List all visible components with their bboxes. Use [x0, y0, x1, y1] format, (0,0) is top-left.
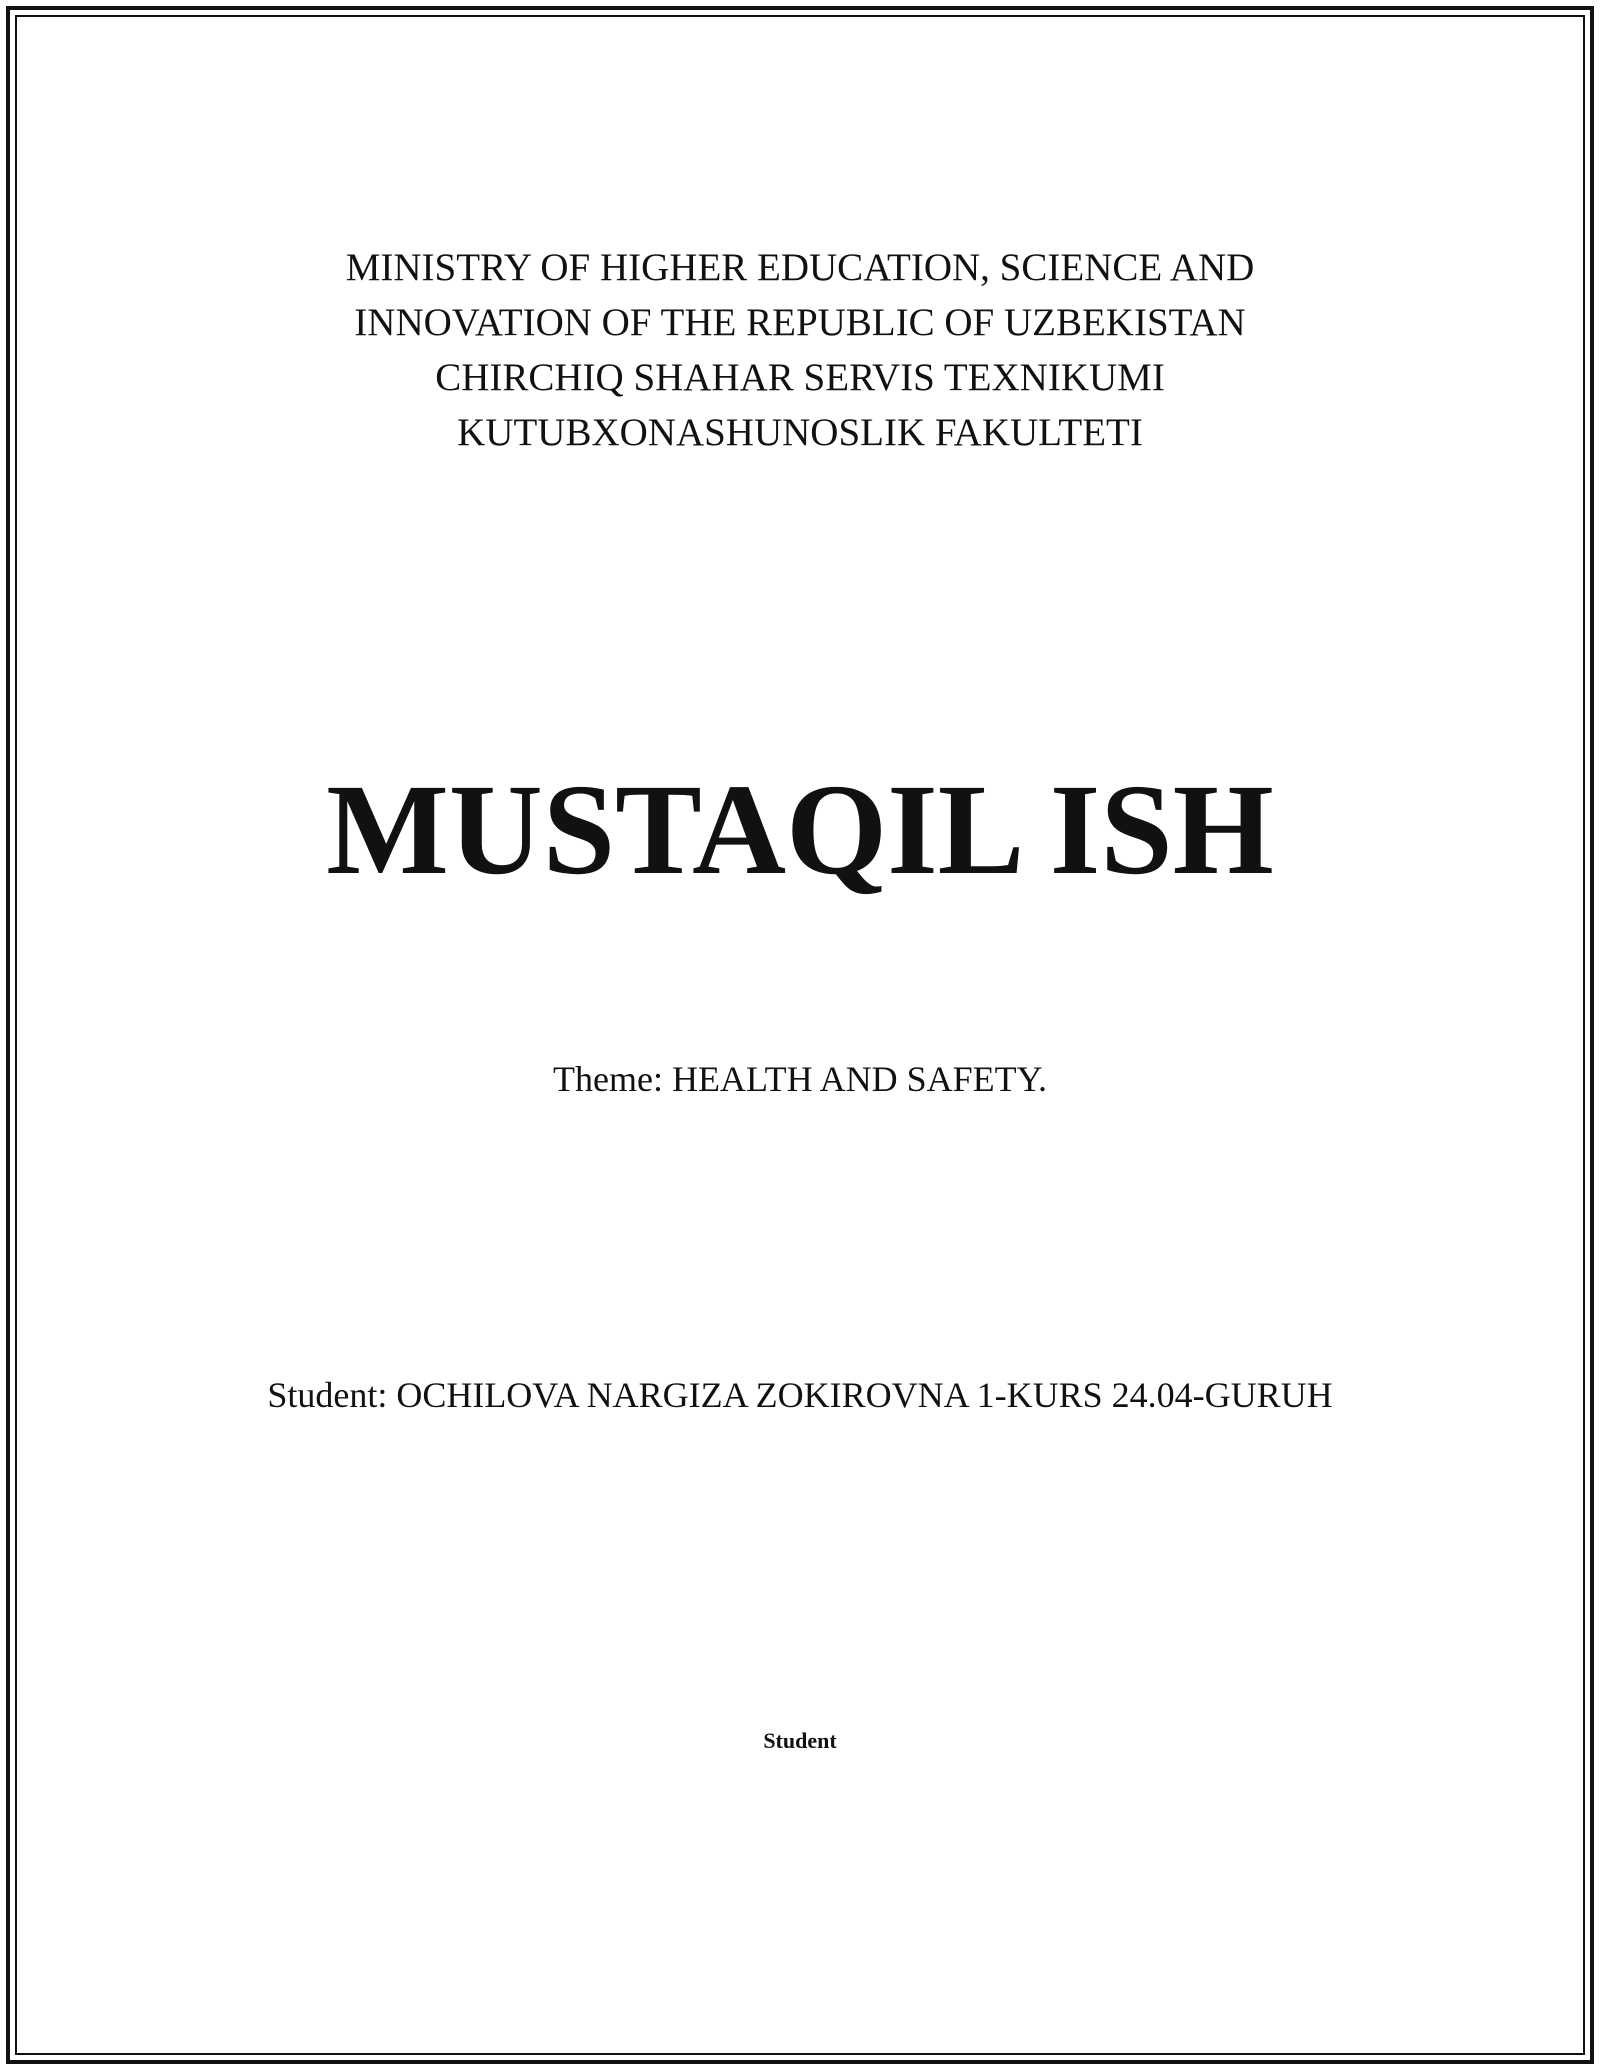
- theme-line: Theme: HEALTH AND SAFETY.: [553, 1059, 1047, 1099]
- student-label: Student: [763, 1728, 837, 1753]
- header-line-1: MINISTRY OF HIGHER EDUCATION, SCIENCE AND: [345, 246, 1255, 289]
- student-info: Student: OCHILOVA NARGIZA ZOKIROVNA 1-KURS 24.04-GURUH: [267, 1375, 1333, 1415]
- header-line-2: INNOVATION OF THE REPUBLIC OF UZBEKISTAN: [354, 301, 1246, 344]
- document-title: MUSTAQIL ISH: [326, 758, 1274, 902]
- header-line-3: CHIRCHIQ SHAHAR SERVIS TEXNIKUMI: [435, 356, 1165, 399]
- institution-header: [0, 240, 1600, 460]
- header-line-4: KUTUBXONASHUNOSLIK FAKULTETI: [457, 411, 1143, 454]
